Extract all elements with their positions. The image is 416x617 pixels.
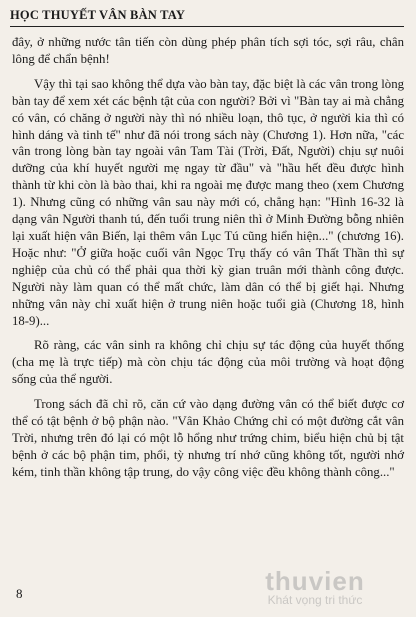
paragraph: Vậy thì tại sao không thể dựa vào bàn tay, đặc biệt là các vân trong lòng bàn tay để xem xét các bệnh tật của con người? Bởi vì "Bàn tay ai mà chẳng có vân, có chăng ở người này thì nó nhiều loạn, thô tục, ở người kia thì có hình dáng và tinh tế" như đã nói trong sách này (Chương 1). Hơn nữa, "các vân trong lòng bàn tay ngoài vân Tam Tài (Trời, Đất, Người) chịu sự nuôi dưỡng của khí huyết người mẹ ngay từ đầu" và "hầu hết đều được hình thành từ khi còn là bào thai, khi ra ngoài mẹ được mang theo (xem Chương 1). Nhưng cũng có những vân sau này mới có, chẳng hạn: "Hình 16-32 là dạng vân Người thanh tú, đến tuổi trung niên thì ở Minh Đường bỗng nhiên lại xuất hiện vân Biến, lại thêm vân Lục Tú cũng hiển hiện..." (chương 16). Hoặc như: "Ở giữa hoặc cuối vân Ngọc Trụ thấy có vân Thất Thần thì sự nghiệp của chủ có thể phải qua thời kỳ gian truân mới thành công được. Người này làm quan có thể mất chức, làm dân có thể bị giết hại. Nhưng những vân này chỉ xuất hiện ở trung niên hoặc tuổi già (Chương 18, hình 18-9)...	[12, 76, 404, 328]
watermark-slogan: Khát vọng tri thức	[267, 593, 363, 607]
page-body	[12, 34, 404, 489]
paragraph-continued: đây, ở những nước tân tiến còn dùng phép phân tích sợi tóc, sợi râu, chân lông để chẩn bệnh!	[12, 35, 404, 66]
site-watermark	[220, 566, 410, 607]
header-divider	[10, 26, 404, 27]
paragraph: Rõ ràng, các vân sinh ra không chỉ chịu sự tác động của huyết thống (cha mẹ là trực tiếp) mà còn chịu tác động của môi trường và hoạt động sống của thể người.	[12, 338, 404, 387]
page-number: 8	[16, 586, 23, 601]
watermark-logo-text: thuvien	[265, 566, 365, 596]
paragraph: Trong sách đã chỉ rõ, căn cứ vào dạng đường vân có thể biết được cơ thể có tật bệnh ở bộ phận nào. "Vân Khảo Chứng chỉ có một đường cắt vân Trời, nhưng trên đó lại có một lỗ hổng như trứng chim, biểu hiện chủ bị tật bệnh ở các bộ phận tim, phổi, tỳ nhưng trí nhớ cũng không tốt, người nhớ kém, tinh thần không tập trung, do vậy công việc đều không thành công..."	[12, 397, 404, 479]
running-header: HỌC THUYẾT VÂN BÀN TAY	[10, 8, 186, 22]
